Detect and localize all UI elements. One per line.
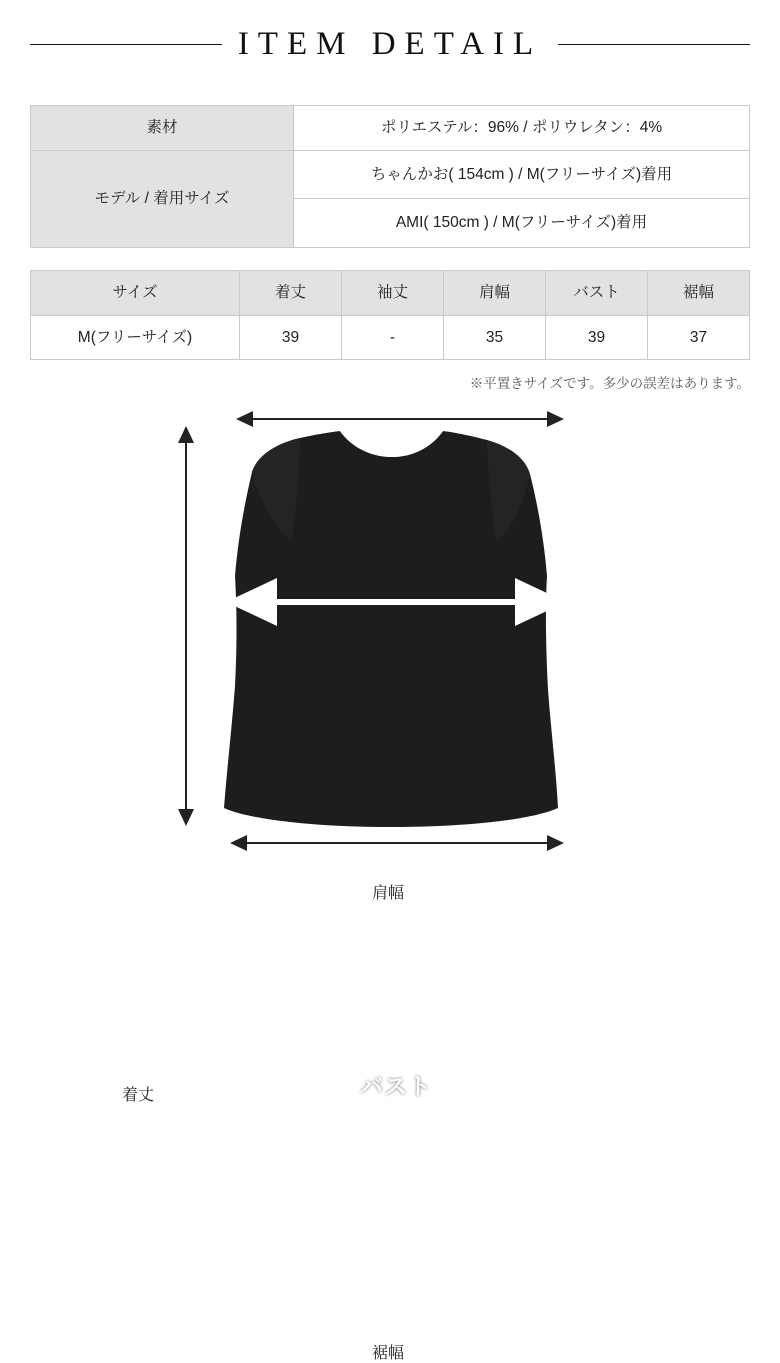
size-header-length: 着丈 [240,271,342,316]
table-row [31,150,750,199]
size-header-bust: バスト [546,271,648,316]
size-table-wrap [30,270,750,360]
size-table [30,270,750,360]
title-rule-right [558,44,750,45]
page-title [0,26,780,63]
garment-shape [224,423,558,827]
length-label: 着丈 [122,1087,155,1105]
size-cell-shoulder: 35 [444,315,546,360]
material-model-table [30,105,750,248]
title-text: ITEM DETAIL [237,26,543,62]
size-cell-hem: 37 [648,315,750,360]
title-rule-left [30,44,222,45]
table-row [31,106,750,151]
table-header-row [31,271,750,316]
size-header-hem: 裾幅 [648,271,750,316]
shoulder-label: 肩幅 [372,885,405,903]
size-cell-bust: 39 [546,315,648,360]
material-value: ポリエステル：96% / ポリウレタン：4% [294,106,750,151]
model-value-2: AMI( 150cm ) / M(フリーサイズ)着用 [294,199,750,248]
garment-svg [0,410,780,930]
size-cell-sleeve: - [342,315,444,360]
material-label: 素材 [31,106,294,151]
model-value-1: ちゃんかお( 154cm ) / M(フリーサイズ)着用 [294,150,750,199]
table-row [31,315,750,360]
size-header-sleeve: 袖丈 [342,271,444,316]
size-header-size: サイズ [31,271,240,316]
info-table-wrap [30,105,750,248]
hem-label: 裾幅 [372,1345,405,1363]
garment-measurement-diagram [0,410,780,1363]
measurement-note: ※平置きサイズです。多少の誤差はあります。 [469,376,750,392]
size-header-shoulder: 肩幅 [444,271,546,316]
bust-label: バスト [360,1073,432,1100]
size-cell-name: M(フリーサイズ) [31,315,240,360]
model-label: モデル / 着用サイズ [31,150,294,247]
size-cell-length: 39 [240,315,342,360]
